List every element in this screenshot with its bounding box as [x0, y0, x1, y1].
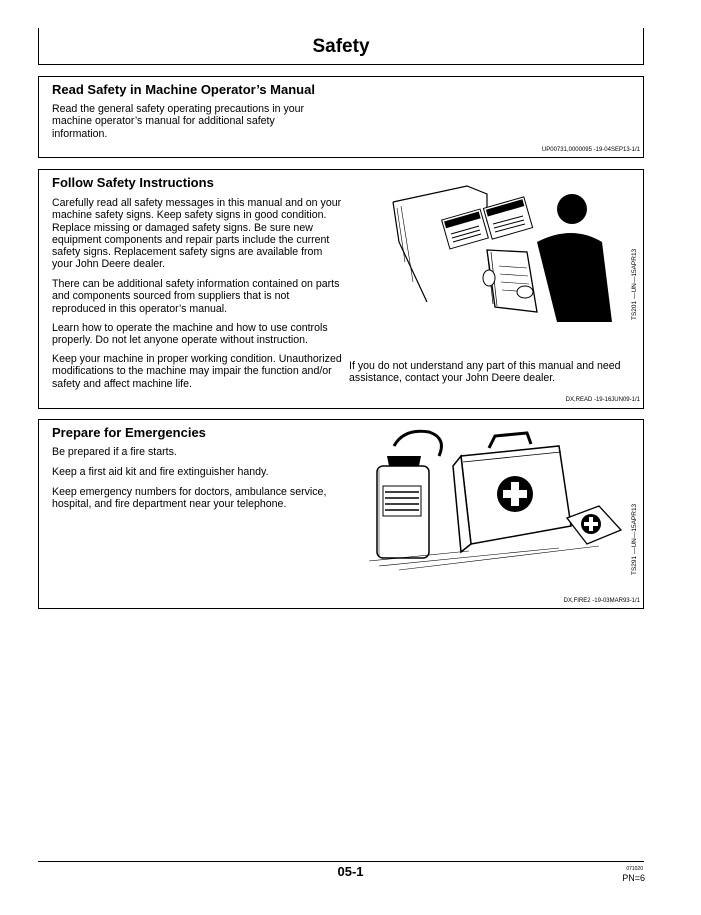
section-emergencies [38, 419, 644, 609]
reference-code: DX,READ -19-16JUN09-1/1 [565, 397, 640, 403]
page-header [38, 28, 644, 65]
section-title: Follow Safety Instructions [52, 175, 214, 190]
reference-code: DX,FIRE2 -19-03MAR93-1/1 [563, 598, 640, 604]
page-number: 05-1 [337, 864, 364, 879]
aside-paragraph: If you do not understand any part of this manual and need assistance, contact your John Deere dealer. [349, 360, 621, 385]
section-paragraph: Keep your machine in proper working condition. Unauthorized modifications to the machine may impair the function and/or safety and affect machine life. [52, 353, 342, 390]
section-paragraph: Carefully read all safety messages in this manual and on your machine safety signs. Keep safety signs in good condition. Replace missing or damaged safety signs. Be sure new equipment components and repair parts include the current safety signs. Replacement safety signs are available from your John Deere dealer. [52, 197, 342, 271]
section-paragraph: There can be additional safety information contained on parts and components sourced from suppliers that is not reproduced in this operator’s manual. [52, 278, 340, 315]
section-paragraph: Keep a first aid kit and fire extinguisher handy. [52, 466, 269, 478]
section-read-manual [38, 76, 644, 158]
fire-extinguisher-icon [377, 431, 441, 558]
section-follow-instructions [38, 169, 644, 409]
reading-manual-illustration [387, 182, 627, 337]
first-aid-kit-icon [453, 433, 571, 552]
figure-id: TS291 —UN—15APR13 [631, 503, 638, 575]
page-title: Safety [312, 36, 370, 57]
section-title: Prepare for Emergencies [52, 425, 206, 440]
section-title: Read Safety in Machine Operator’s Manual [52, 82, 315, 97]
section-paragraph: Be prepared if a fire starts. [52, 446, 177, 458]
footer-divider [38, 861, 644, 862]
section-paragraph: Learn how to operate the machine and how to use controls properly. Do not let anyone operate without instruction. [52, 322, 328, 347]
section-paragraph: Keep emergency numbers for doctors, ambulance service, hospital, and fire department near your telephone. [52, 486, 327, 511]
person-body-icon [537, 233, 612, 322]
caution-sign-icon [483, 197, 532, 239]
reference-code: UP00731,0000095 -19-04SEP13-1/1 [541, 147, 640, 153]
person-head-icon [557, 194, 587, 224]
first-aid-box-icon [567, 506, 621, 544]
emergency-kit-illustration [359, 426, 629, 576]
footer-code: 071020 [626, 866, 643, 872]
warning-sign-icon [442, 209, 489, 249]
section-paragraph: Read the general safety operating precautions in your machine operator’s manual for additional safety information. [52, 103, 305, 140]
pn-label: PN=6 [622, 873, 645, 883]
figure-id: TS201 —UN—15APR13 [631, 248, 638, 320]
